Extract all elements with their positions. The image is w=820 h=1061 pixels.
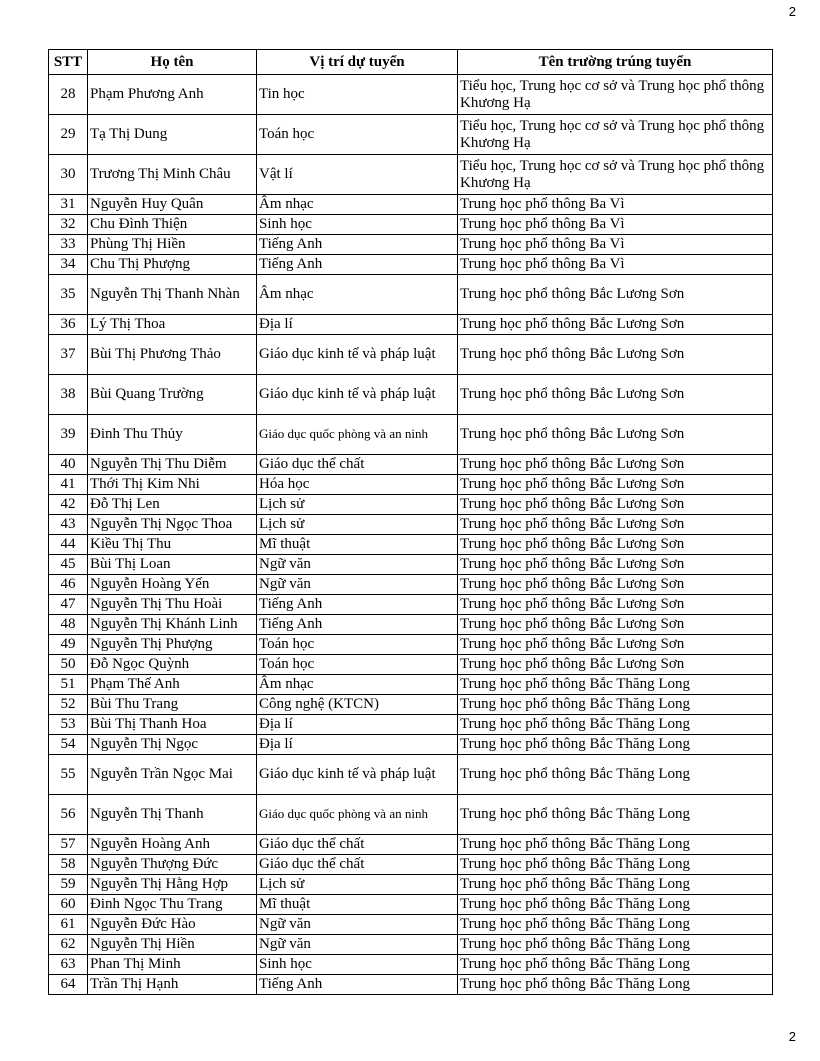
cell-stt: 61: [49, 915, 88, 935]
table-row: [49, 635, 773, 655]
cell-position: Ngữ văn: [257, 555, 458, 575]
cell-school: Trung học phổ thông Bắc Thăng Long: [458, 855, 773, 875]
cell-school: Trung học phổ thông Ba Vì: [458, 215, 773, 235]
cell-school: Trung học phổ thông Bắc Lương Sơn: [458, 535, 773, 555]
table-row: [49, 615, 773, 635]
cell-school: Trung học phổ thông Ba Vì: [458, 255, 773, 275]
table-row: [49, 215, 773, 235]
cell-stt: 45: [49, 555, 88, 575]
table-row: [49, 795, 773, 835]
cell-stt: 29: [49, 115, 88, 155]
cell-stt: 51: [49, 675, 88, 695]
cell-name: Đinh Thu Thủy: [88, 415, 257, 455]
cell-school: Trung học phổ thông Bắc Thăng Long: [458, 935, 773, 955]
cell-name: Nguyễn Hoàng Yến: [88, 575, 257, 595]
cell-stt: 55: [49, 755, 88, 795]
cell-position: Mĩ thuật: [257, 895, 458, 915]
table-body: [49, 75, 773, 995]
table-row: [49, 655, 773, 675]
cell-name: Kiều Thị Thu: [88, 535, 257, 555]
cell-school: Trung học phổ thông Bắc Thăng Long: [458, 695, 773, 715]
cell-stt: 57: [49, 835, 88, 855]
cell-position: Ngữ văn: [257, 935, 458, 955]
cell-school: Trung học phổ thông Bắc Lương Sơn: [458, 415, 773, 455]
cell-stt: 56: [49, 795, 88, 835]
cell-school: Trung học phổ thông Bắc Lương Sơn: [458, 615, 773, 635]
cell-school: Trung học phổ thông Bắc Thăng Long: [458, 975, 773, 995]
cell-name: Trương Thị Minh Châu: [88, 155, 257, 195]
cell-name: Phan Thị Minh: [88, 955, 257, 975]
cell-name: Nguyễn Thị Phượng: [88, 635, 257, 655]
cell-name: Đỗ Ngọc Quỳnh: [88, 655, 257, 675]
table-row: [49, 255, 773, 275]
table-header-row: [49, 50, 773, 75]
table-row: [49, 335, 773, 375]
cell-position: Giáo dục quốc phòng và an ninh: [257, 795, 458, 835]
cell-school: Trung học phổ thông Bắc Lương Sơn: [458, 375, 773, 415]
cell-position: Giáo dục kinh tế và pháp luật: [257, 375, 458, 415]
cell-stt: 41: [49, 475, 88, 495]
table-row: [49, 515, 773, 535]
cell-name: Nguyễn Đức Hào: [88, 915, 257, 935]
table-row: [49, 835, 773, 855]
cell-position: Hóa học: [257, 475, 458, 495]
table-row: [49, 235, 773, 255]
cell-position: Giáo dục thể chất: [257, 455, 458, 475]
table-row: [49, 875, 773, 895]
cell-school: Trung học phổ thông Bắc Thăng Long: [458, 735, 773, 755]
cell-stt: 53: [49, 715, 88, 735]
cell-position: Địa lí: [257, 735, 458, 755]
cell-school: Trung học phổ thông Bắc Thăng Long: [458, 715, 773, 735]
cell-name: Đinh Ngọc Thu Trang: [88, 895, 257, 915]
cell-stt: 36: [49, 315, 88, 335]
table-row: [49, 275, 773, 315]
cell-position: Tiếng Anh: [257, 235, 458, 255]
cell-name: Đỗ Thị Len: [88, 495, 257, 515]
cell-stt: 58: [49, 855, 88, 875]
cell-stt: 59: [49, 875, 88, 895]
table-row: [49, 455, 773, 475]
table-row: [49, 735, 773, 755]
cell-position: Giáo dục kinh tế và pháp luật: [257, 755, 458, 795]
cell-position: Mĩ thuật: [257, 535, 458, 555]
table-row: [49, 75, 773, 115]
cell-stt: 32: [49, 215, 88, 235]
cell-school: Trung học phổ thông Bắc Thăng Long: [458, 915, 773, 935]
cell-name: Nguyễn Thị Khánh Linh: [88, 615, 257, 635]
cell-school: Trung học phổ thông Bắc Lương Sơn: [458, 455, 773, 475]
cell-name: Chu Đình Thiện: [88, 215, 257, 235]
table-row: [49, 375, 773, 415]
cell-stt: 54: [49, 735, 88, 755]
cell-school: Tiểu học, Trung học cơ sở và Trung học phổ thông Khương Hạ: [458, 155, 773, 195]
cell-stt: 60: [49, 895, 88, 915]
cell-position: Lịch sử: [257, 515, 458, 535]
cell-name: Nguyễn Thị Thanh Nhàn: [88, 275, 257, 315]
cell-stt: 47: [49, 595, 88, 615]
cell-position: Giáo dục thể chất: [257, 855, 458, 875]
cell-stt: 38: [49, 375, 88, 415]
cell-name: Nguyễn Hoàng Anh: [88, 835, 257, 855]
cell-position: Âm nhạc: [257, 195, 458, 215]
cell-stt: 30: [49, 155, 88, 195]
cell-school: Trung học phổ thông Bắc Lương Sơn: [458, 635, 773, 655]
cell-school: Trung học phổ thông Bắc Lương Sơn: [458, 655, 773, 675]
page-number-bottom: 2: [788, 1029, 796, 1044]
cell-position: Giáo dục quốc phòng và an ninh: [257, 415, 458, 455]
cell-name: Nguyễn Thị Ngọc Thoa: [88, 515, 257, 535]
cell-school: Trung học phổ thông Bắc Lương Sơn: [458, 495, 773, 515]
cell-name: Nguyễn Thị Hằng Hợp: [88, 875, 257, 895]
cell-school: Trung học phổ thông Bắc Lương Sơn: [458, 595, 773, 615]
cell-school: Trung học phổ thông Ba Vì: [458, 235, 773, 255]
cell-school: Trung học phổ thông Bắc Thăng Long: [458, 875, 773, 895]
cell-name: Nguyễn Thị Thu Hoài: [88, 595, 257, 615]
cell-position: Sinh học: [257, 955, 458, 975]
cell-position: Lịch sử: [257, 875, 458, 895]
cell-school: Trung học phổ thông Bắc Lương Sơn: [458, 555, 773, 575]
table-row: [49, 955, 773, 975]
cell-position: Ngữ văn: [257, 915, 458, 935]
cell-school: Trung học phổ thông Bắc Lương Sơn: [458, 475, 773, 495]
cell-school: Trung học phổ thông Bắc Thăng Long: [458, 755, 773, 795]
cell-position: Giáo dục kinh tế và pháp luật: [257, 335, 458, 375]
cell-name: Chu Thị Phượng: [88, 255, 257, 275]
cell-name: Phạm Phương Anh: [88, 75, 257, 115]
table-row: [49, 715, 773, 735]
cell-name: Trần Thị Hạnh: [88, 975, 257, 995]
cell-name: Nguyễn Huy Quân: [88, 195, 257, 215]
table-row: [49, 675, 773, 695]
cell-position: Địa lí: [257, 715, 458, 735]
table-row: [49, 935, 773, 955]
cell-stt: 64: [49, 975, 88, 995]
table-row: [49, 115, 773, 155]
table-row: [49, 855, 773, 875]
table-row: [49, 895, 773, 915]
cell-name: Bùi Quang Trường: [88, 375, 257, 415]
cell-stt: 43: [49, 515, 88, 535]
table-row: [49, 575, 773, 595]
cell-school: Trung học phổ thông Ba Vì: [458, 195, 773, 215]
cell-stt: 44: [49, 535, 88, 555]
cell-school: Trung học phổ thông Bắc Thăng Long: [458, 675, 773, 695]
cell-name: Nguyễn Thị Thanh: [88, 795, 257, 835]
table-row: [49, 475, 773, 495]
cell-stt: 49: [49, 635, 88, 655]
cell-stt: 34: [49, 255, 88, 275]
cell-name: Phạm Thế Anh: [88, 675, 257, 695]
cell-position: Công nghệ (KTCN): [257, 695, 458, 715]
cell-position: Giáo dục thể chất: [257, 835, 458, 855]
cell-stt: 35: [49, 275, 88, 315]
cell-position: Lịch sử: [257, 495, 458, 515]
cell-school: Tiểu học, Trung học cơ sở và Trung học phổ thông Khương Hạ: [458, 115, 773, 155]
table-row: [49, 915, 773, 935]
cell-school: Trung học phổ thông Bắc Lương Sơn: [458, 275, 773, 315]
cell-school: Trung học phổ thông Bắc Lương Sơn: [458, 335, 773, 375]
cell-stt: 33: [49, 235, 88, 255]
cell-school: Trung học phổ thông Bắc Thăng Long: [458, 895, 773, 915]
cell-school: Trung học phổ thông Bắc Thăng Long: [458, 795, 773, 835]
table-row: [49, 695, 773, 715]
cell-name: Bùi Thu Trang: [88, 695, 257, 715]
cell-position: Sinh học: [257, 215, 458, 235]
cell-position: Âm nhạc: [257, 675, 458, 695]
cell-name: Phùng Thị Hiền: [88, 235, 257, 255]
cell-position: Ngữ văn: [257, 575, 458, 595]
cell-name: Bùi Thị Phương Thảo: [88, 335, 257, 375]
cell-school: Trung học phổ thông Bắc Lương Sơn: [458, 575, 773, 595]
cell-position: Tiếng Anh: [257, 615, 458, 635]
cell-position: Toán học: [257, 655, 458, 675]
cell-name: Bùi Thị Thanh Hoa: [88, 715, 257, 735]
cell-stt: 63: [49, 955, 88, 975]
recruitment-results-table: [48, 49, 773, 995]
cell-name: Lý Thị Thoa: [88, 315, 257, 335]
cell-stt: 52: [49, 695, 88, 715]
cell-position: Âm nhạc: [257, 275, 458, 315]
column-header-position: Vị trí dự tuyển: [257, 50, 458, 75]
table-row: [49, 495, 773, 515]
cell-name: Bùi Thị Loan: [88, 555, 257, 575]
cell-stt: 40: [49, 455, 88, 475]
cell-stt: 37: [49, 335, 88, 375]
table-row: [49, 755, 773, 795]
column-header-stt: STT: [49, 50, 88, 75]
column-header-name: Họ tên: [88, 50, 257, 75]
cell-school: Tiểu học, Trung học cơ sở và Trung học phổ thông Khương Hạ: [458, 75, 773, 115]
table-row: [49, 155, 773, 195]
page-number-top: 2: [788, 4, 796, 19]
cell-stt: 28: [49, 75, 88, 115]
cell-stt: 62: [49, 935, 88, 955]
cell-stt: 39: [49, 415, 88, 455]
cell-position: Tiếng Anh: [257, 255, 458, 275]
cell-school: Trung học phổ thông Bắc Thăng Long: [458, 955, 773, 975]
table-row: [49, 595, 773, 615]
cell-name: Nguyễn Thị Thu Diễm: [88, 455, 257, 475]
cell-position: Toán học: [257, 115, 458, 155]
cell-name: Nguyễn Thị Ngọc: [88, 735, 257, 755]
cell-name: Thới Thị Kim Nhi: [88, 475, 257, 495]
cell-position: Tin học: [257, 75, 458, 115]
cell-name: Tạ Thị Dung: [88, 115, 257, 155]
cell-school: Trung học phổ thông Bắc Lương Sơn: [458, 515, 773, 535]
cell-position: Vật lí: [257, 155, 458, 195]
cell-name: Nguyễn Thượng Đức: [88, 855, 257, 875]
table-row: [49, 555, 773, 575]
cell-stt: 31: [49, 195, 88, 215]
cell-school: Trung học phổ thông Bắc Lương Sơn: [458, 315, 773, 335]
cell-position: Địa lí: [257, 315, 458, 335]
cell-stt: 50: [49, 655, 88, 675]
table-row: [49, 195, 773, 215]
table-row: [49, 535, 773, 555]
column-header-school: Tên trường trúng tuyển: [458, 50, 773, 75]
cell-stt: 42: [49, 495, 88, 515]
table-row: [49, 315, 773, 335]
cell-school: Trung học phổ thông Bắc Thăng Long: [458, 835, 773, 855]
cell-stt: 48: [49, 615, 88, 635]
table-row: [49, 975, 773, 995]
cell-position: Tiếng Anh: [257, 595, 458, 615]
cell-name: Nguyễn Thị Hiền: [88, 935, 257, 955]
table-row: [49, 415, 773, 455]
cell-position: Tiếng Anh: [257, 975, 458, 995]
cell-position: Toán học: [257, 635, 458, 655]
cell-name: Nguyễn Trần Ngọc Mai: [88, 755, 257, 795]
cell-stt: 46: [49, 575, 88, 595]
